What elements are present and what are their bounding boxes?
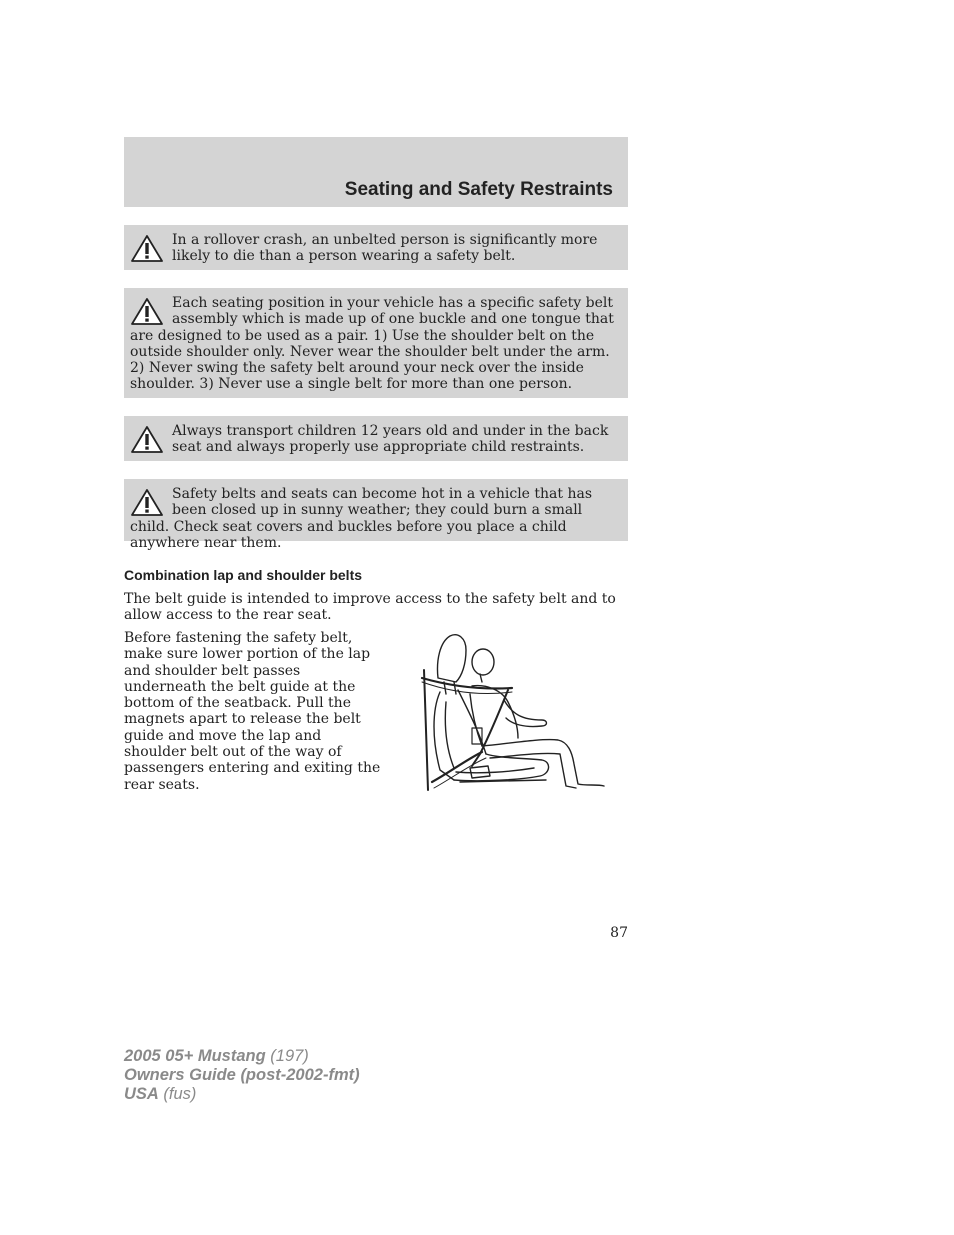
warning-triangle-icon <box>130 488 164 518</box>
warning-box-belt-assembly <box>124 288 628 398</box>
document-footer <box>124 1047 360 1104</box>
page-number: 87 <box>610 925 628 941</box>
warning-box-rollover <box>124 225 628 270</box>
warning-text: Each seating position in your vehicle has a specific safety belt assembly which is made up of one buckle and one tongue that are designed to be used as a pair. 1) Use the shoulder belt on the outside shoulder only. Never wear the shoulder belt under the arm. 2) Never swing the safety belt around your neck over the inside shoulder. 3) Never use a single belt for more than one person. <box>130 295 614 393</box>
warning-box-hot-belts <box>124 479 628 551</box>
warning-triangle-icon <box>130 234 164 264</box>
warning-text: Always transport children 12 years old and under in the back seat and always properly use appropriate child restraints. <box>172 423 609 456</box>
footer-line-1: 2005 05+ Mustang (197) <box>124 1047 309 1065</box>
footer-line-2: Owners Guide (post-2002-fmt) <box>124 1066 360 1084</box>
warning-box-children <box>124 416 628 461</box>
warning-text: Safety belts and seats can become hot in a vehicle that has been closed up in sunny weather; they could burn a small child. Check seat covers and buckles before you place a child anywhere near them. <box>130 486 593 551</box>
body-paragraph: Before fastening the safety belt, make sure lower portion of the lap and shoulder belt passes underneath the belt guide at the bottom of the seatback. Pull the magnets apart to release the belt guide and move the lap and shoulder belt out of the way of passengers entering and exiting the rear seats. <box>124 630 381 793</box>
warning-text: In a rollover crash, an unbelted person is significantly more likely to die than a person wearing a safety belt. <box>172 232 598 265</box>
warning-triangle-icon <box>130 297 164 327</box>
warning-triangle-icon <box>130 425 164 455</box>
section-header-bar <box>124 137 628 207</box>
section-heading: Combination lap and shoulder belts <box>124 567 363 583</box>
intro-paragraph: The belt guide is intended to improve access to the safety belt and to allow access to the rear seat. <box>124 591 616 624</box>
page-title: Seating and Safety Restraints <box>344 179 613 200</box>
seat-belt-illustration <box>410 630 610 796</box>
footer-line-3: USA (fus) <box>124 1085 197 1103</box>
